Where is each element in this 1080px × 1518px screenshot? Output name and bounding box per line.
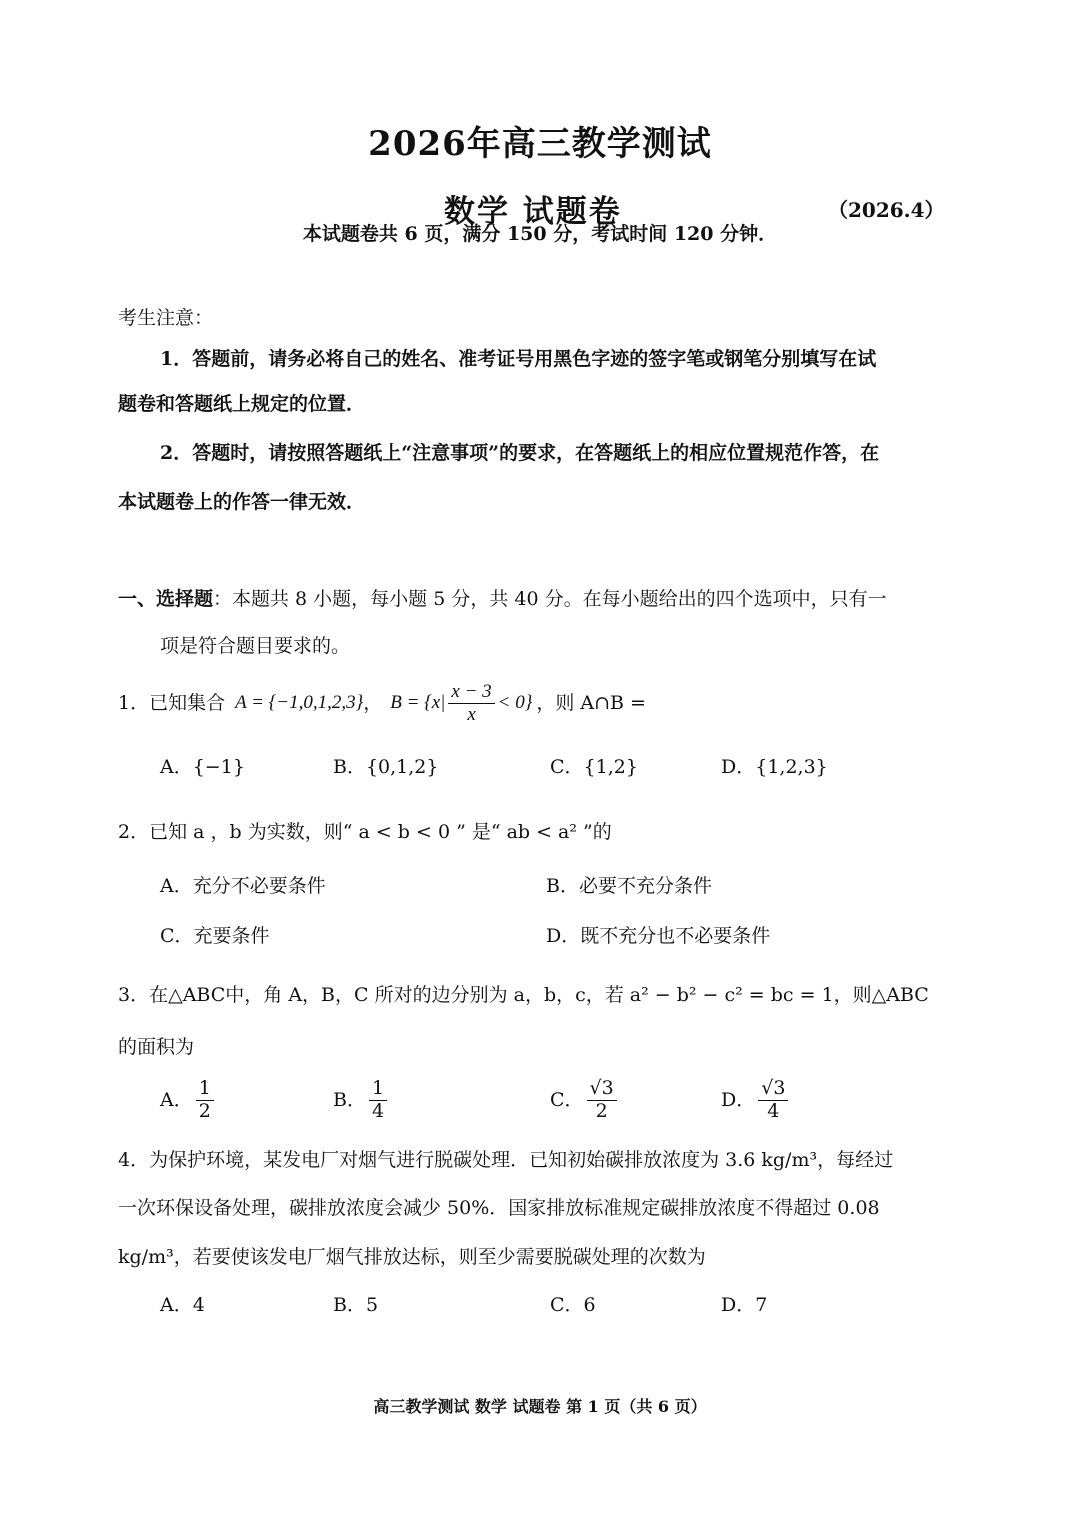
question-2: 2．已知 a ，b 为实数，则“ a < b < 0 ” 是“ ab < a² ”的 <box>118 821 612 843</box>
q3-option-c <box>550 1078 620 1123</box>
exam-info: 本试题卷共 6 页，满分 150 分，考试时间 120 分钟． <box>302 223 778 245</box>
question-4-line-3: kg/m³，若要使该发电厂烟气排放达标，则至少需要脱碳处理的次数为 <box>118 1246 706 1268</box>
q3-option-b <box>333 1078 390 1123</box>
q3-option-a-num: 1 <box>196 1078 214 1101</box>
notice-item-2-line-2: 本试题卷上的作答一律无效． <box>118 491 366 513</box>
exam-date: （2026.4） <box>828 198 945 222</box>
q3-option-d-fraction <box>758 1078 788 1123</box>
q4-option-c: C．6 <box>550 1294 596 1316</box>
q3-option-d-den: 4 <box>767 1099 780 1122</box>
question-3: 3．在△ABC中，角 A，B，C 所对的边分别为 a，b，c，若 a² − b² − c² = bc = 1，则△ABC <box>118 984 929 1006</box>
q3-option-c-num: √3 <box>587 1078 617 1101</box>
q3-option-d-num: √3 <box>758 1078 788 1101</box>
q2-option-c: C．充要条件 <box>160 925 270 947</box>
notice-item-1-line-1: 1．答题前，请务必将自己的姓名、准考证号用黑色字迹的签字笔或钢笔分别填写在试 <box>160 348 877 370</box>
page-footer: 高三教学测试 数学 试题卷 第 1 页（共 6 页） <box>373 1397 707 1416</box>
q3-option-b-label: B． <box>333 1089 366 1111</box>
q3-option-d-label: D． <box>721 1089 756 1111</box>
q3-option-a <box>160 1078 217 1123</box>
q2-option-d: D．既不充分也不必要条件 <box>546 925 771 947</box>
q1-frac-num: x − 3 <box>448 681 494 704</box>
q3-option-d <box>721 1078 791 1123</box>
q1-prefix: 1．已知集合 <box>118 692 226 714</box>
exam-subtitle: 数学 试题卷 <box>444 194 622 230</box>
notice-heading: 考生注意： <box>118 307 214 329</box>
q2-option-b: B．必要不充分条件 <box>546 875 712 897</box>
section-1-heading <box>118 587 887 612</box>
exam-title: 2026年高三教学测试 <box>368 124 712 164</box>
q2-option-a: A．充分不必要条件 <box>160 875 326 897</box>
q3-option-c-label: C． <box>550 1089 584 1111</box>
section-1-label: 一、选择题 <box>118 588 214 610</box>
question-1 <box>118 681 646 726</box>
q4-option-d: D．7 <box>721 1294 768 1316</box>
q4-option-a: A．4 <box>160 1294 205 1316</box>
q1-sep: ， <box>363 692 383 714</box>
question-4-line-1: 4．为保护环境，某发电厂对烟气进行脱碳处理．已知初始碳排放浓度为 3.6 kg/m³，每经过 <box>118 1149 894 1171</box>
q1-option-d: D．{1,2,3} <box>721 756 828 778</box>
q3-option-a-fraction <box>196 1078 214 1123</box>
q3-option-b-num: 1 <box>369 1078 387 1101</box>
q1-option-a: A．{−1} <box>160 756 245 778</box>
q1-frac-den: x <box>467 703 476 725</box>
q3-option-a-den: 2 <box>198 1099 211 1122</box>
q1-tail: ，则 A∩B = <box>536 692 646 714</box>
q1-fraction <box>448 681 494 726</box>
q1-set-b-post: < 0} <box>497 692 533 713</box>
notice-item-1-line-2: 题卷和答题纸上规定的位置． <box>118 393 366 415</box>
q1-set-a: A = {−1,0,1,2,3} <box>235 692 364 713</box>
section-1-desc-1: ：本题共 8 小题，每小题 5 分，共 40 分。在每小题给出的四个选项中，只有一 <box>213 588 887 610</box>
question-4-line-2: 一次环保设备处理，碳排放浓度会减少 50%．国家排放标准规定碳排放浓度不得超过 0.08 <box>118 1197 880 1219</box>
q1-option-c: C．{1,2} <box>550 756 638 778</box>
q1-option-b: B．{0,1,2} <box>333 756 439 778</box>
q1-set-b-pre: B = {x| <box>390 692 446 713</box>
section-1-desc-2: 项是符合题目要求的。 <box>160 635 351 657</box>
q3-option-c-den: 2 <box>595 1099 608 1122</box>
q3-option-b-den: 4 <box>371 1099 385 1122</box>
q3-option-c-fraction <box>587 1078 617 1123</box>
notice-item-2-line-1: 2．答题时，请按照答题纸上“注意事项”的要求，在答题纸上的相应位置规范作答，在 <box>160 442 880 464</box>
q4-option-b: B．5 <box>333 1294 379 1316</box>
q3-option-b-fraction <box>369 1078 387 1123</box>
q3-option-a-label: A． <box>160 1089 193 1111</box>
question-3-line-2: 的面积为 <box>118 1036 195 1058</box>
